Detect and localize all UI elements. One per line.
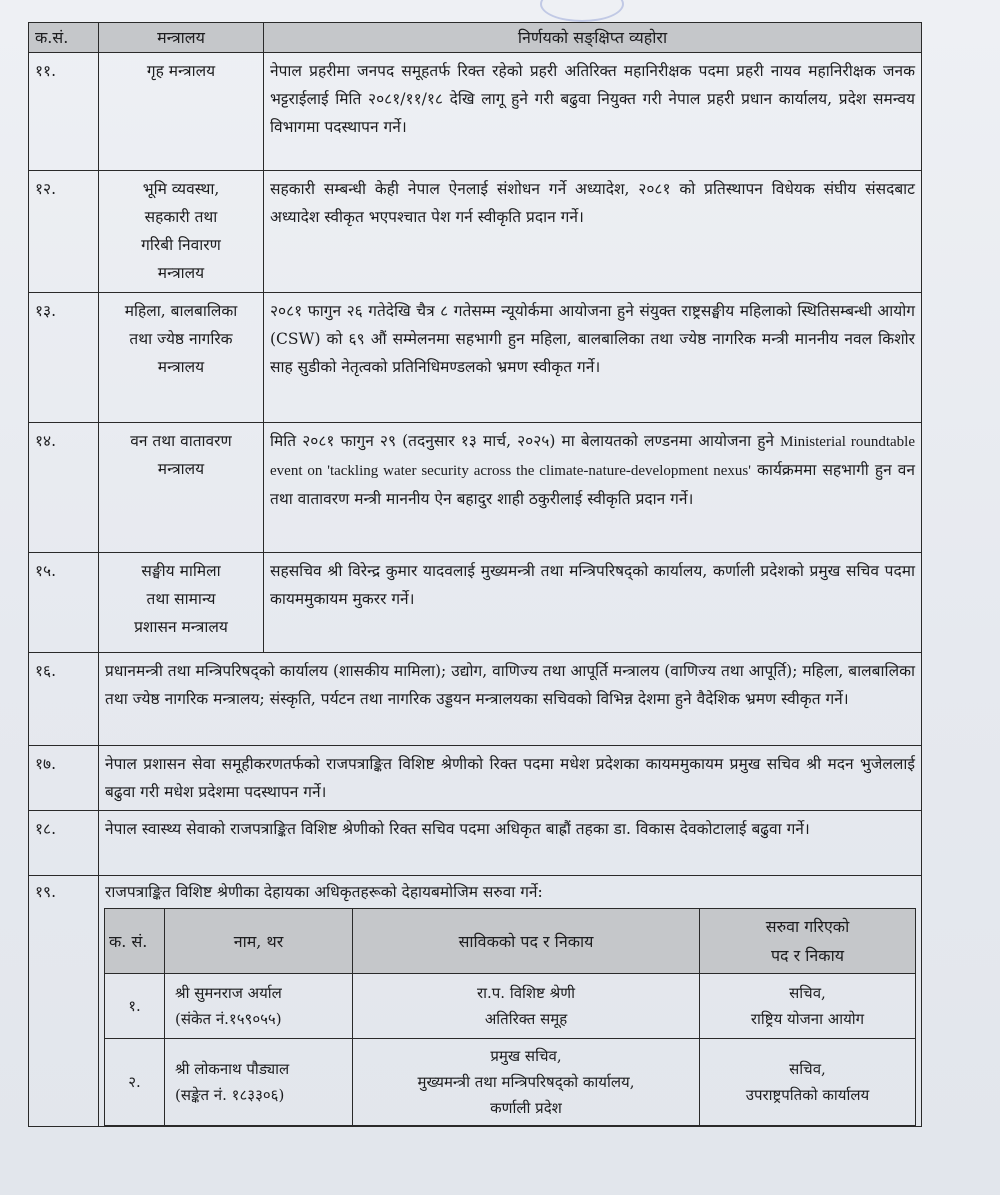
decision-text-nepali: मिति २०८१ फागुन २९ (तदनुसार १३ मार्च, २०२५) मा बेलायतको लण्डनमा आयोजना हुने [270,432,781,450]
table-row [29,171,922,293]
ministry-line: मन्त्रालय [157,358,205,376]
transfer-serial: २. [105,1039,165,1126]
transfer-header-new-post [700,909,916,974]
post-line: राष्ट्रिय योजना आयोग [750,1010,865,1028]
ministry-line: गृह मन्त्रालय [146,62,216,80]
transfer-intro-text: राजपत्राङ्कित विशिष्ट श्रेणीका देहायका अधिकृतहरूको देहायबमोजिम सरुवा गर्ने: [105,883,543,901]
ministry-line: तथा सामान्य [146,590,216,608]
row-decision: सहकारी सम्बन्धी केही नेपाल ऐनलाई संशोधन गर्ने अध्यादेश, २०८१ को प्रतिस्थापन विधेयक संघीय संसदबाट अध्यादेश स्वीकृत भएपश्चात पेश गर्न स्वीकृति प्रदान गर्ने। [264,171,922,293]
decision-text-nepali: कार्यक्रममा सहभागी हुन वन तथा वातावरण मन्त्री माननीय ऐन बहादुर शाही ठकुरीलाई स्वीकृति प्रदान गर्ने। [270,461,915,508]
ministry-line: वन तथा वातावरण [130,432,232,450]
ministry-line: मन्त्रालय [157,264,205,282]
row-serial-number: १६. [29,653,99,746]
name-line: श्री लोकनाथ पौड्याल [175,1060,290,1078]
ministry-line: प्रशासन मन्त्रालय [134,618,228,636]
post-line: प्रमुख सचिव, [490,1047,562,1065]
transfer-name [165,1039,353,1126]
table-row [29,293,922,423]
ministry-line: सङ्घीय मामिला [141,562,221,580]
transfer-serial: १. [105,974,165,1039]
row-serial-number: १४. [29,423,99,553]
code-line: (संकेत नं.१५९०५५) [175,1010,282,1028]
table-row [29,876,922,1127]
row-ministry [99,553,264,653]
transfer-header-row [105,909,916,974]
table-row [29,423,922,553]
transfer-previous-post [353,1039,700,1126]
post-line: सचिव, [789,984,826,1002]
event-title-english: Ministerial roundtable event on 'tackling water security across the climate-nature-development nexus' [270,434,915,479]
row-decision: प्रधानमन्त्री तथा मन्त्रिपरिषद्को कार्यालय (शासकीय मामिला); उद्योग, वाणिज्य तथा आपूर्ति मन्त्रालय (वाणिज्य तथा आपूर्ति); महिला, बालबालिका तथा ज्येष्ठ नागरिक मन्त्रालय; संस्कृति, पर्यटन तथा नागरिक उड्डयन मन्त्रालयका सचिवको विभिन्न देशमा हुने वैदेशिक भ्रमण स्वीकृत गर्ने। [99,653,922,746]
ministry-line: तथा ज्येष्ठ नागरिक [129,330,233,348]
cabinet-decisions-table [28,22,922,1127]
row-decision: नेपाल स्वास्थ्य सेवाको राजपत्राङ्कित विशिष्ट श्रेणीको रिक्त सचिव पदमा अधिकृत बाह्रौं तहका डा. विकास देवकोटालाई बढुवा गर्ने। [99,811,922,876]
name-line: श्री सुमनराज अर्याल [175,984,282,1002]
post-line: अतिरिक्त समूह [484,1010,568,1028]
post-line: मुख्यमन्त्री तथा मन्त्रिपरिषद्को कार्यालय, [417,1073,635,1091]
header-line: पद र निकाय [770,946,845,965]
transfer-header-name: नाम, थर [165,909,353,974]
transfer-header-serial: क. सं. [105,909,165,974]
ministry-line: महिला, बालबालिका [124,302,238,320]
post-line: सचिव, [789,1060,826,1078]
row-serial-number: १७. [29,746,99,811]
transfer-row [105,1039,916,1126]
transfer-new-post [700,1039,916,1126]
header-decision-summary: निर्णयको सङ्क्षिप्त व्यहोरा [264,23,922,53]
row-ministry [99,423,264,553]
table-row [29,811,922,876]
ministry-line: गरिबी निवारण [141,236,221,254]
row-decision: नेपाल प्रहरीमा जनपद समूहतर्फ रिक्त रहेको प्रहरी अतिरिक्त महानिरीक्षक पदमा प्रहरी नायव महानिरीक्षक जनक भट्टराईलाई मिति २०८१/११/१८ देखि लागू हुने गरी बढुवा नियुक्त गरी नेपाल प्रहरी प्रधान कार्यालय, प्रदेश समन्वय विभागमा पदस्थापन गर्ने। [264,53,922,171]
table-row [29,553,922,653]
post-line: रा.प. विशिष्ट श्रेणी [476,984,576,1002]
header-line: सरुवा गरिएको [765,917,850,936]
ministry-line: भूमि व्यवस्था, [142,180,220,198]
table-row [29,746,922,811]
row-decision: नेपाल प्रशासन सेवा समूहीकरणतर्फको राजपत्राङ्कित विशिष्ट श्रेणीको रिक्त पदमा मधेश प्रदेशका कायममुकायम प्रमुख सचिव श्री मदन भुजेललाई बढुवा गरी मधेश प्रदेशमा पदस्थापन गर्ने। [99,746,922,811]
transfer-row [105,974,916,1039]
row-serial-number: १२. [29,171,99,293]
transfer-header-previous-post: साविकको पद र निकाय [353,909,700,974]
header-serial-number: क.सं. [29,23,99,53]
row-serial-number: १९. [29,876,99,1127]
row-ministry [99,293,264,423]
ministry-line: सहकारी तथा [144,208,218,226]
table-row [29,653,922,746]
code-line: (सङ्केत नं. १८३३०६) [175,1086,285,1104]
transfer-new-post [700,974,916,1039]
row-serial-number: १३. [29,293,99,423]
row-decision [99,876,922,1127]
row-serial-number: १५. [29,553,99,653]
row-decision [264,423,922,553]
row-decision: २०८१ फागुन २६ गतेदेखि चैत्र ८ गतेसम्म न्यूयोर्कमा आयोजना हुने संयुक्त राष्ट्रसङ्घीय महिलाको स्थितिसम्बन्धी आयोग (CSW) को ६९ औं सम्मेलनमा सहभागी हुन महिला, बालबालिका तथा ज्येष्ठ नागरिक मन्त्री माननीय नवल किशोर साह सुडीको नेतृत्वको प्रतिनिधिमण्डलको भ्रमण स्वीकृत गर्ने। [264,293,922,423]
header-ministry: मन्त्रालय [99,23,264,53]
table-header-row [29,23,922,53]
row-serial-number: १८. [29,811,99,876]
row-serial-number: ११. [29,53,99,171]
transfer-previous-post [353,974,700,1039]
row-ministry [99,53,264,171]
post-line: उपराष्ट्रपतिको कार्यालय [745,1086,870,1104]
transfer-table [104,908,916,1126]
ministry-line: मन्त्रालय [157,460,205,478]
post-line: कर्णाली प्रदेश [490,1099,562,1117]
row-decision: सहसचिव श्री विरेन्द्र कुमार यादवलाई मुख्यमन्त्री तथा मन्त्रिपरिषद्को कार्यालय, कर्णाली प्रदेशको प्रमुख सचिव पदमा कायममुकायम मुकरर गर्ने। [264,553,922,653]
transfer-name [165,974,353,1039]
table-row [29,53,922,171]
row-ministry [99,171,264,293]
